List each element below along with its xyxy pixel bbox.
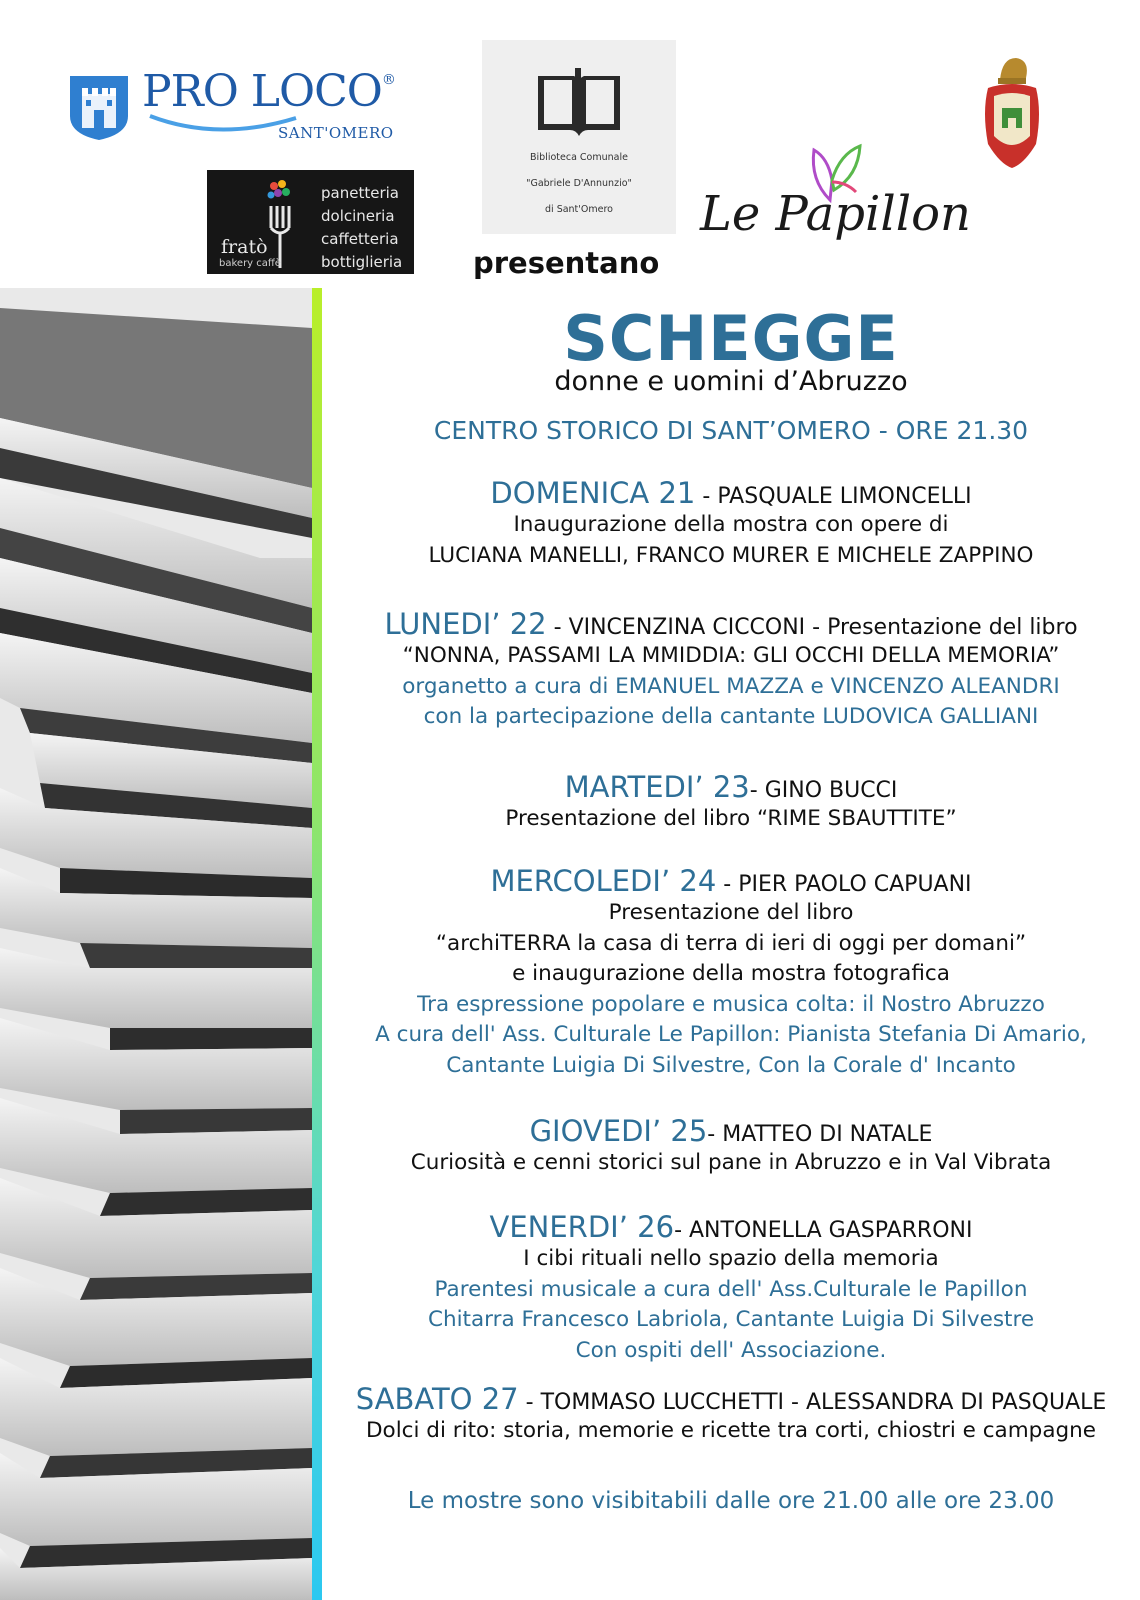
biblioteca-line3: di Sant'Omero	[545, 204, 613, 215]
gradient-divider	[312, 288, 322, 1600]
exhibition-hours: Le mostre sono visibitabili dalle ore 21.00 alle ore 23.00	[407, 1488, 1055, 1514]
day-heading	[326, 1382, 1136, 1416]
event-location-time: CENTRO STORICO DI SANT’OMERO - ORE 21.30	[433, 416, 1029, 445]
swoosh-icon	[148, 112, 298, 136]
day-line: A cura dell' Ass. Culturale Le Papillon: Pianista Stefania Di Amario,	[375, 1022, 1087, 1047]
biblioteca-logo	[482, 40, 676, 234]
frato-line: panetteria	[321, 184, 399, 202]
day-line: Presentazione del libro “RIME SBAUTTITE”	[505, 806, 957, 831]
event-subtitle: donne e uomini d’Abruzzo	[554, 366, 908, 397]
day-line: Tra espressione popolare e musica colta: il Nostro Abruzzo	[417, 991, 1045, 1017]
day-label: DOMENICA 21	[490, 476, 696, 510]
event-program	[326, 288, 1136, 1600]
day-label: VENERDI’ 26	[489, 1210, 675, 1244]
day-heading	[326, 770, 1136, 804]
day-heading	[326, 864, 1136, 898]
books-photo	[0, 288, 312, 1600]
frato-logo	[207, 170, 414, 274]
day-line: Presentazione del libro	[608, 900, 854, 925]
day-line: Dolci di rito: storia, memorie e ricette tra corti, chiostri e campagne	[365, 1418, 1096, 1443]
day-speaker: - PASQUALE LIMONCELLI	[695, 484, 972, 509]
day-label: MARTEDI’ 23	[564, 770, 750, 804]
biblioteca-line1: Biblioteca Comunale	[530, 152, 628, 163]
coat-of-arms-icon	[980, 52, 1044, 172]
frato-line: dolcineria	[321, 207, 395, 225]
proloco-logo	[68, 66, 408, 156]
frato-services	[321, 182, 402, 274]
frato-line: bottiglieria	[321, 253, 403, 271]
day-block-venerdi	[326, 1210, 1136, 1366]
day-speaker: - PIER PAOLO CAPUANI	[716, 872, 972, 897]
day-line: LUCIANA MANELLI, FRANCO MURER E MICHELE ZAPPINO	[428, 542, 1034, 568]
header-logos	[0, 0, 1140, 288]
day-line: I cibi rituali nello spazio della memoria	[523, 1246, 939, 1271]
proloco-name: PRO LOCO®	[142, 66, 395, 117]
presentano-text: presentano	[473, 246, 660, 280]
day-line: Inaugurazione della mostra con opere di	[513, 512, 949, 537]
day-speaker: - TOMMASO LUCCHETTI - ALESSANDRA DI PASQUALE	[518, 1390, 1107, 1415]
day-line: Curiosità e cenni storici sul pane in Abruzzo e in Val Vibrata	[410, 1150, 1052, 1175]
day-line: con la partecipazione della cantante LUDOVICA GALLIANI	[423, 704, 1039, 729]
event-title: SCHEGGE	[563, 302, 899, 375]
day-label: GIOVEDI’ 25	[529, 1114, 708, 1148]
day-speaker: - ANTONELLA GASPARRONI	[674, 1218, 973, 1243]
proloco-location: SANT'OMERO	[278, 124, 394, 142]
day-block-domenica	[326, 476, 1136, 571]
day-block-giovedi	[326, 1114, 1136, 1179]
fork-icon	[265, 180, 295, 270]
day-line: Chitarra Francesco Labriola, Cantante Luigia Di Silvestre	[427, 1307, 1035, 1332]
day-line: Parentesi musicale a cura dell' Ass.Culturale le Papillon	[434, 1276, 1028, 1302]
day-speaker: - VINCENZINA CICCONI - Presentazione del libro	[546, 615, 1078, 640]
day-heading	[326, 476, 1136, 510]
frato-brand: fratò	[221, 236, 268, 258]
frato-line: caffetteria	[321, 230, 399, 248]
stacked-books-image	[0, 288, 312, 1600]
day-label: LUNEDI’ 22	[384, 607, 547, 641]
biblioteca-line2: "Gabriele D'Annunzio"	[526, 178, 632, 189]
day-heading	[326, 607, 1136, 641]
day-speaker: - GINO BUCCI	[749, 778, 898, 803]
day-line: Con ospiti dell' Associazione.	[575, 1337, 887, 1363]
frato-sub: bakery caffè	[219, 258, 281, 269]
day-heading	[326, 1210, 1136, 1244]
day-heading	[326, 1114, 1136, 1148]
day-line: “NONNA, PASSAMI LA MMIDDIA: GLI OCCHI DELLA MEMORIA”	[402, 643, 1060, 668]
day-speaker: - MATTEO DI NATALE	[707, 1122, 933, 1147]
open-book-icon	[534, 68, 624, 140]
day-block-lunedi	[326, 607, 1136, 733]
day-label: MERCOLEDI’ 24	[490, 864, 717, 898]
day-label: SABATO 27	[355, 1382, 519, 1416]
day-line: organetto a cura di EMANUEL MAZZA e VINCENZO ALEANDRI	[402, 673, 1060, 699]
day-line: e inaugurazione della mostra fotografica	[512, 961, 950, 986]
day-block-martedi	[326, 770, 1136, 835]
day-block-mercoledi	[326, 864, 1136, 1081]
castle-shield-icon	[68, 72, 130, 142]
day-line: “archiTERRA la casa di terra di ieri di oggi per domani”	[435, 930, 1027, 956]
day-line: Cantante Luigia Di Silvestre, Con la Corale d' Incanto	[446, 1052, 1016, 1078]
day-block-sabato	[326, 1382, 1136, 1447]
le-papillon-logo: Le Papillon	[700, 186, 971, 242]
